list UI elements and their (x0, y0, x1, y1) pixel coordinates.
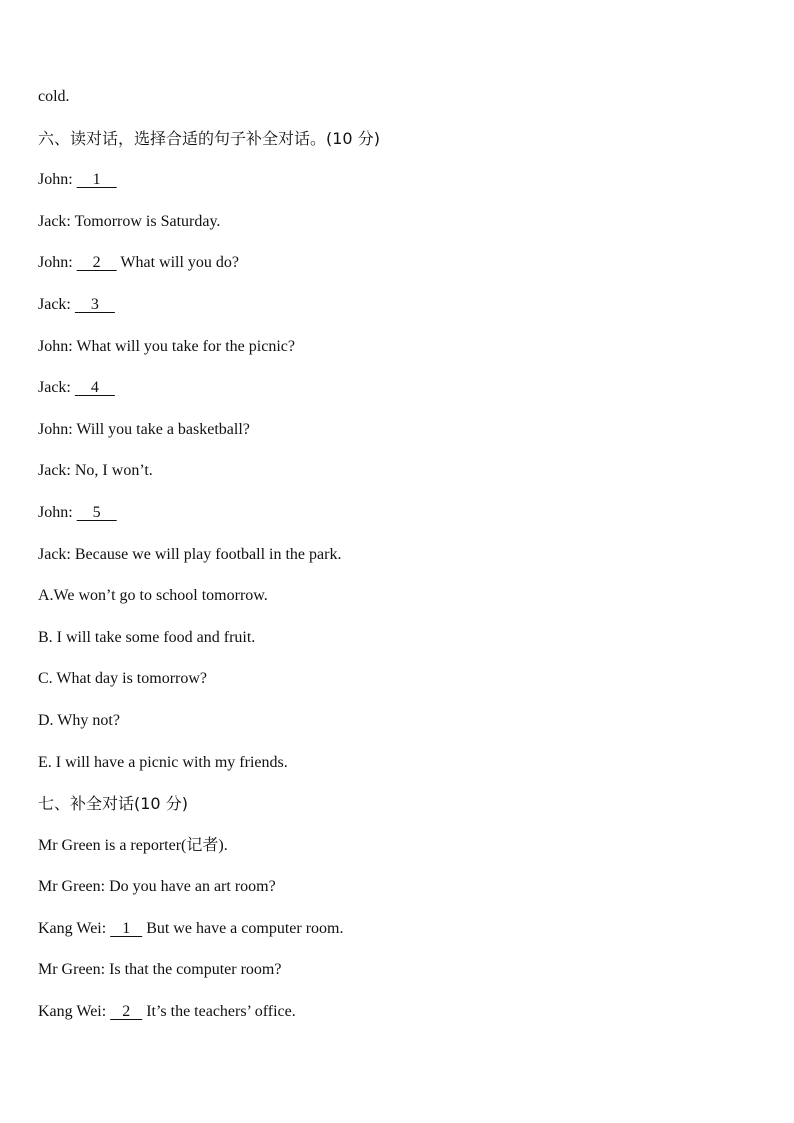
text-line: A.We won’t go to school tomorrow. (38, 587, 268, 605)
speaker-label: Kang Wei: (38, 1003, 111, 1021)
line-continuation: What will you do? (116, 254, 240, 272)
speaker-label: Kang Wei: (38, 919, 111, 937)
answer-blank: 2 (76, 254, 117, 272)
dialogue-line-with-blank (38, 375, 758, 417)
text-line: Mr Green: Do you have an art room? (38, 878, 276, 896)
speaker-label: John: (38, 254, 77, 272)
text-line: John: What will you take for the picnic? (38, 337, 295, 355)
answer-blank: 1 (76, 171, 117, 189)
speaker-label: Jack: (38, 379, 75, 397)
text-line: John: Will you take a basketball? (38, 420, 250, 438)
text-line: D. Why not? (38, 711, 120, 729)
text-line: cold. (38, 88, 70, 105)
dialogue-line-with-blank (38, 292, 758, 334)
answer-blank: 3 (74, 295, 115, 313)
line-continuation: It’s the teachers’ office. (142, 1003, 296, 1021)
speaker-label: John: (38, 503, 77, 521)
speaker-label: Jack: (38, 295, 75, 313)
line-continuation: But we have a computer room. (142, 919, 344, 937)
text-line: Mr Green is a reporter(记者). (38, 836, 228, 854)
dialogue-line-with-blank (38, 999, 758, 1041)
answer-blank: 5 (76, 503, 117, 521)
text-line: E. I will have a picnic with my friends. (38, 753, 288, 771)
answer-blank: 4 (74, 379, 115, 397)
text-line: Jack: Tomorrow is Saturday. (38, 212, 221, 230)
dialogue-line-with-blank (38, 167, 758, 209)
text-line: C. What day is tomorrow? (38, 670, 208, 688)
dialogue-line-with-blank (38, 250, 758, 292)
text-line: Mr Green: Is that the computer room? (38, 961, 282, 979)
section-heading: 六、读对话，选择合适的句子补全对话。(10 分) (38, 128, 380, 148)
speaker-label: John: (38, 171, 77, 189)
dialogue-line-with-blank (38, 916, 758, 958)
answer-blank: 1 (110, 919, 143, 937)
text-line: Jack: Because we will play football in the park. (38, 545, 342, 563)
section-heading: 七、补全对话(10 分) (38, 794, 188, 814)
text-line: Jack: No, I won’t. (38, 462, 153, 480)
answer-blank: 2 (110, 1003, 143, 1021)
dialogue-line-with-blank (38, 500, 758, 542)
document-page (38, 84, 758, 1041)
text-line: B. I will take some food and fruit. (38, 628, 256, 646)
